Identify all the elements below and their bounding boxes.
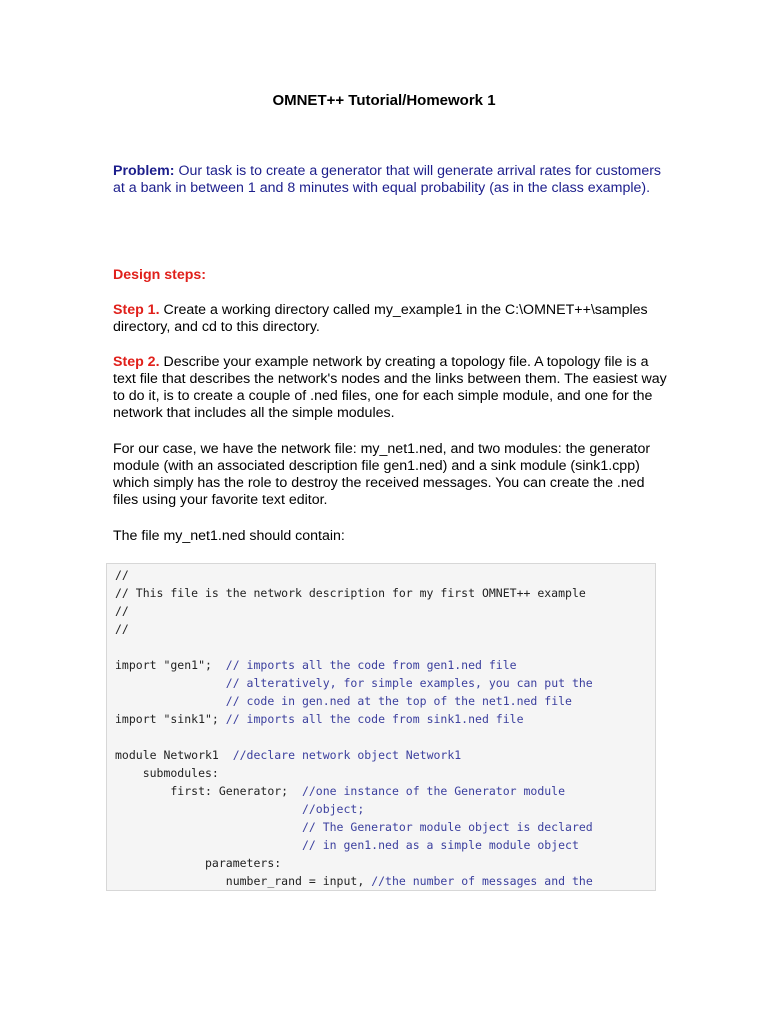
- problem-text: Our task is to create a generator that will generate arrival rates for customers at a bank in between 1 and 8 minutes with equal probability (as in the class example).: [113, 163, 662, 196]
- step2-paragraph: [113, 354, 673, 422]
- problem-paragraph: [113, 163, 673, 197]
- code-text: import "gen1";: [115, 658, 226, 672]
- code-line: [115, 602, 655, 620]
- code-text: [115, 694, 226, 708]
- code-comment: // The Generator module object is declared: [301, 820, 593, 834]
- code-comment: // code in gen.ned at the top of the net1.ned file: [225, 694, 572, 708]
- code-comment: // imports all the code from gen1.ned file: [225, 658, 517, 672]
- step1-paragraph: [113, 302, 673, 336]
- code-line: [115, 692, 655, 710]
- code-line: [115, 782, 655, 800]
- code-text: number_rand = input,: [115, 874, 372, 888]
- code-comment: // alteratively, for simple examples, you can put the: [225, 676, 593, 690]
- code-text: first: Generator;: [115, 784, 302, 798]
- code-line: [115, 656, 655, 674]
- code-text: //: [115, 622, 129, 636]
- code-line: [115, 728, 655, 746]
- file-intro-paragraph: The file my_net1.ned should contain:: [113, 528, 345, 544]
- code-comment: //declare network object Network1: [232, 748, 462, 762]
- code-comment: //one instance of the Generator module: [301, 784, 566, 798]
- code-text: //: [115, 568, 129, 582]
- code-line: [115, 710, 655, 728]
- code-text: [115, 676, 226, 690]
- code-text: [115, 838, 302, 852]
- code-line: [115, 872, 655, 890]
- our-case-paragraph: For our case, we have the network file: my_net1.ned, and two modules: the generator module (with an associated description file gen1.ned) and a sink module (sink1.cpp) which simply has the role to destroy the received messages. You can create the .ned files using your favorite text editor.: [113, 441, 651, 508]
- design-steps-heading: Design steps:: [113, 267, 207, 283]
- code-text: [115, 820, 302, 834]
- code-text: submodules:: [115, 766, 219, 780]
- code-text: //: [115, 604, 129, 618]
- code-comment: //object;: [301, 802, 365, 816]
- step2-text: Describe your example network by creating a topology file. A topology file is a text file that describes the network's nodes and the links between them. The easiest way to do it, is to create a couple of .ned files, one for each simple module, and one for the network that includes all the simple modules.: [113, 354, 667, 421]
- code-line: [115, 674, 655, 692]
- code-comment: // in gen1.ned as a simple module object: [301, 838, 579, 852]
- code-text: // This file is the network description for my first OMNET++ example: [115, 586, 586, 600]
- code-text: parameters:: [115, 856, 282, 870]
- step2-label: Step 2.: [113, 354, 160, 370]
- step1-text: Create a working directory called my_example1 in the C:\OMNET++\samples directory, and cd to this directory.: [113, 302, 648, 335]
- code-line: [115, 818, 655, 836]
- code-line: [115, 584, 655, 602]
- code-line: [115, 854, 655, 872]
- problem-label: Problem:: [113, 163, 175, 179]
- step1-label: Step 1.: [113, 302, 160, 318]
- code-line: [115, 566, 655, 584]
- code-comment: // imports all the code from sink1.ned file: [225, 712, 524, 726]
- code-listing: [115, 566, 655, 890]
- code-text: module Network1: [115, 748, 233, 762]
- code-comment: //the number of messages and the: [371, 874, 593, 888]
- code-text: [115, 802, 302, 816]
- page-title: OMNET++ Tutorial/Homework 1: [272, 92, 496, 109]
- code-line: [115, 800, 655, 818]
- code-line: [115, 620, 655, 638]
- code-line: [115, 836, 655, 854]
- code-line: [115, 746, 655, 764]
- code-line: [115, 638, 655, 656]
- code-line: [115, 764, 655, 782]
- code-text: import "sink1";: [115, 712, 226, 726]
